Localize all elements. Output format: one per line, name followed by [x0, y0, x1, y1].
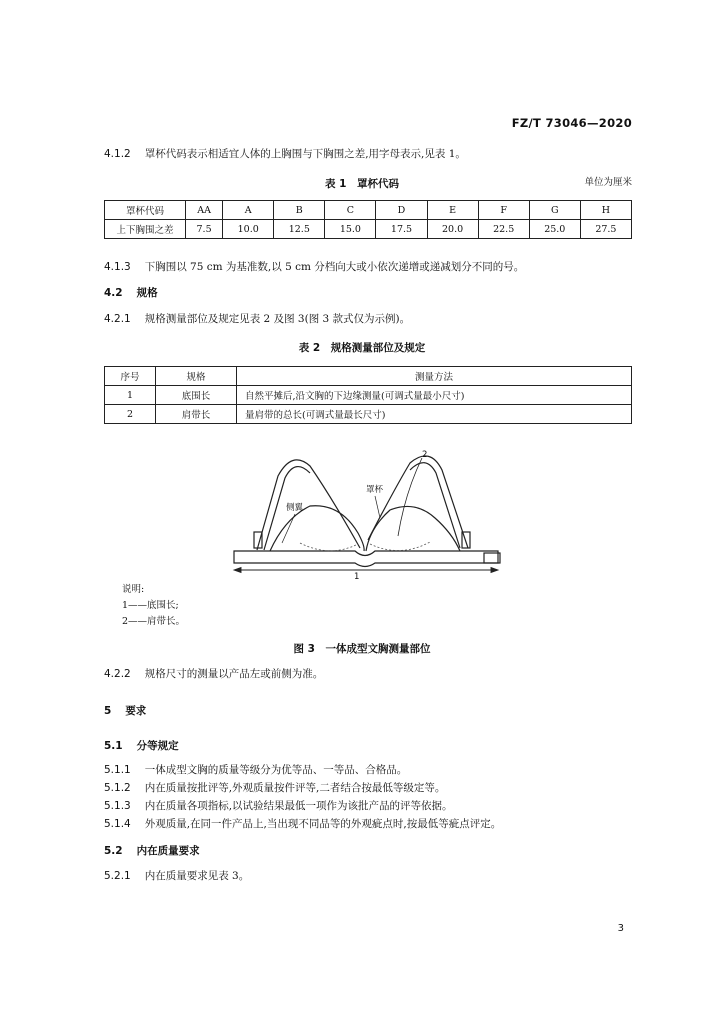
marker-2: 2 — [422, 450, 428, 460]
clause-text: 内在质量各项指标,以试验结果最低一项作为该批产品的评等依据。 — [144, 800, 453, 812]
table-cell: 15.0 — [325, 220, 376, 239]
table2 — [104, 366, 632, 424]
cup-label: 罩杯 — [366, 485, 384, 495]
cup-leader — [375, 496, 380, 518]
clause-number: 4.2.1 — [104, 313, 131, 325]
table-row — [105, 220, 632, 239]
clause-4-1-3 — [104, 260, 524, 274]
side-wing-leader — [282, 514, 295, 543]
standard-number: FZ/T 73046—2020 — [511, 116, 632, 130]
clause-number: 5.1.2 — [104, 782, 131, 794]
right-strap — [368, 456, 468, 548]
clause-5-1-3 — [104, 799, 453, 813]
section-number: 5 — [104, 705, 112, 717]
clause-number: 5.1.3 — [104, 800, 131, 812]
legend-item: 2——肩带长。 — [122, 616, 186, 627]
figure-3 — [230, 448, 510, 580]
table-cell: B — [274, 201, 325, 220]
clause-number: 4.2.2 — [104, 668, 131, 680]
table1-unit: 单位为厘米 — [584, 177, 632, 188]
page-number: 3 — [617, 923, 624, 934]
right-underwire-stitch — [370, 542, 430, 551]
table-cell: 22.5 — [478, 220, 529, 239]
clause-text: 内在质量要求见表 3。 — [144, 870, 250, 882]
table-cell: F — [478, 201, 529, 220]
bra-diagram — [230, 448, 510, 580]
table-cell: 量肩带的总长(可调式量最长尺寸) — [237, 405, 632, 424]
table-cell: 10.0 — [223, 220, 274, 239]
right-strap-inner — [410, 463, 460, 548]
table-cell: 17.5 — [376, 220, 427, 239]
section-number: 4.2 — [104, 287, 123, 299]
legend-item: 1——底围长; — [122, 600, 179, 611]
table-header-cell: 规格 — [156, 367, 237, 386]
table-cell: 底围长 — [156, 386, 237, 405]
clause-text: 规格测量部位及规定见表 2 及图 3(图 3 款式仅为示例)。 — [144, 313, 411, 325]
table-row — [105, 405, 632, 424]
table-cell: A — [223, 201, 274, 220]
section-title: 规格 — [136, 287, 158, 299]
table2-title: 表 2 规格测量部位及规定 — [298, 342, 426, 354]
table-row — [105, 201, 632, 220]
section-5 — [104, 703, 146, 718]
clause-4-2-2 — [104, 667, 323, 681]
table-cell: 罩杯代码 — [105, 201, 186, 220]
table-cell: 2 — [105, 405, 156, 424]
clause-text: 规格尺寸的测量以产品左或前侧为准。 — [144, 668, 324, 680]
clause-text: 内在质量按批评等,外观质量按件评等,二者结合按最低等级定等。 — [144, 782, 446, 794]
table-cell: 12.5 — [274, 220, 325, 239]
section-4-2 — [104, 285, 158, 300]
arrow-left — [234, 568, 241, 573]
table-cell: 20.0 — [427, 220, 478, 239]
table-cell: E — [427, 201, 478, 220]
left-underwire-stitch — [300, 543, 358, 551]
section-5-2 — [104, 843, 200, 858]
legend-title: 说明: — [122, 584, 145, 595]
arrow-right — [491, 568, 498, 573]
table1-title: 表 1 罩杯代码 — [325, 178, 399, 190]
clause-5-1-2 — [104, 781, 445, 795]
table-cell: C — [325, 201, 376, 220]
section-number: 5.1 — [104, 740, 123, 752]
clause-number: 4.1.2 — [104, 148, 131, 160]
clause-number: 5.1.4 — [104, 818, 131, 830]
marker-1: 1 — [354, 572, 360, 580]
table-cell: 27.5 — [580, 220, 631, 239]
section-title: 分等规定 — [136, 740, 179, 752]
table-cell: G — [529, 201, 580, 220]
table-cell: 上下胸围之差 — [105, 220, 186, 239]
section-title: 要求 — [125, 705, 147, 717]
side-wing-label: 侧翼 — [286, 503, 304, 513]
table-cell: 肩带长 — [156, 405, 237, 424]
clause-4-1-2 — [104, 147, 466, 161]
table-cell: H — [580, 201, 631, 220]
table-cell: 自然平摊后,沿文胸的下边缘测量(可调式量最小尺寸) — [237, 386, 632, 405]
underband-outline — [234, 551, 498, 567]
table-cell: 7.5 — [186, 220, 223, 239]
clause-number: 5.1.1 — [104, 764, 131, 776]
table-cell: D — [376, 201, 427, 220]
table1 — [104, 200, 632, 239]
clause-text: 罩杯代码表示相适宜人体的上胸围与下胸围之差,用字母表示,见表 1。 — [144, 148, 466, 160]
clause-text: 一体成型文胸的质量等级分为优等品、一等品、合格品。 — [144, 764, 408, 776]
clause-4-2-1 — [104, 312, 410, 326]
table-row — [105, 386, 632, 405]
table-header-cell: 序号 — [105, 367, 156, 386]
right-cup — [366, 506, 460, 551]
figure-legend — [122, 582, 185, 630]
clause-number: 5.2.1 — [104, 870, 131, 882]
table-row — [105, 367, 632, 386]
clause-5-1-1 — [104, 763, 407, 777]
clause-number: 4.1.3 — [104, 261, 131, 273]
table-cell: 25.0 — [529, 220, 580, 239]
clause-5-2-1 — [104, 869, 249, 883]
clause-text: 下胸围以 75 cm 为基准数,以 5 cm 分档向大或小依次递增或递减划分不同的号。 — [144, 261, 525, 273]
figure-caption: 图 3 一体成型文胸测量部位 — [293, 643, 431, 655]
left-cup — [270, 506, 364, 551]
section-number: 5.2 — [104, 845, 123, 857]
left-strap — [257, 460, 360, 550]
clause-5-1-4 — [104, 817, 501, 831]
clause-text: 外观质量,在同一件产品上,当出现不同品等的外观疵点时,按最低等疵点评定。 — [144, 818, 502, 830]
section-title: 内在质量要求 — [136, 845, 200, 857]
table-header-cell: 测量方法 — [237, 367, 632, 386]
table-cell: AA — [186, 201, 223, 220]
table-cell: 1 — [105, 386, 156, 405]
section-5-1 — [104, 738, 179, 753]
